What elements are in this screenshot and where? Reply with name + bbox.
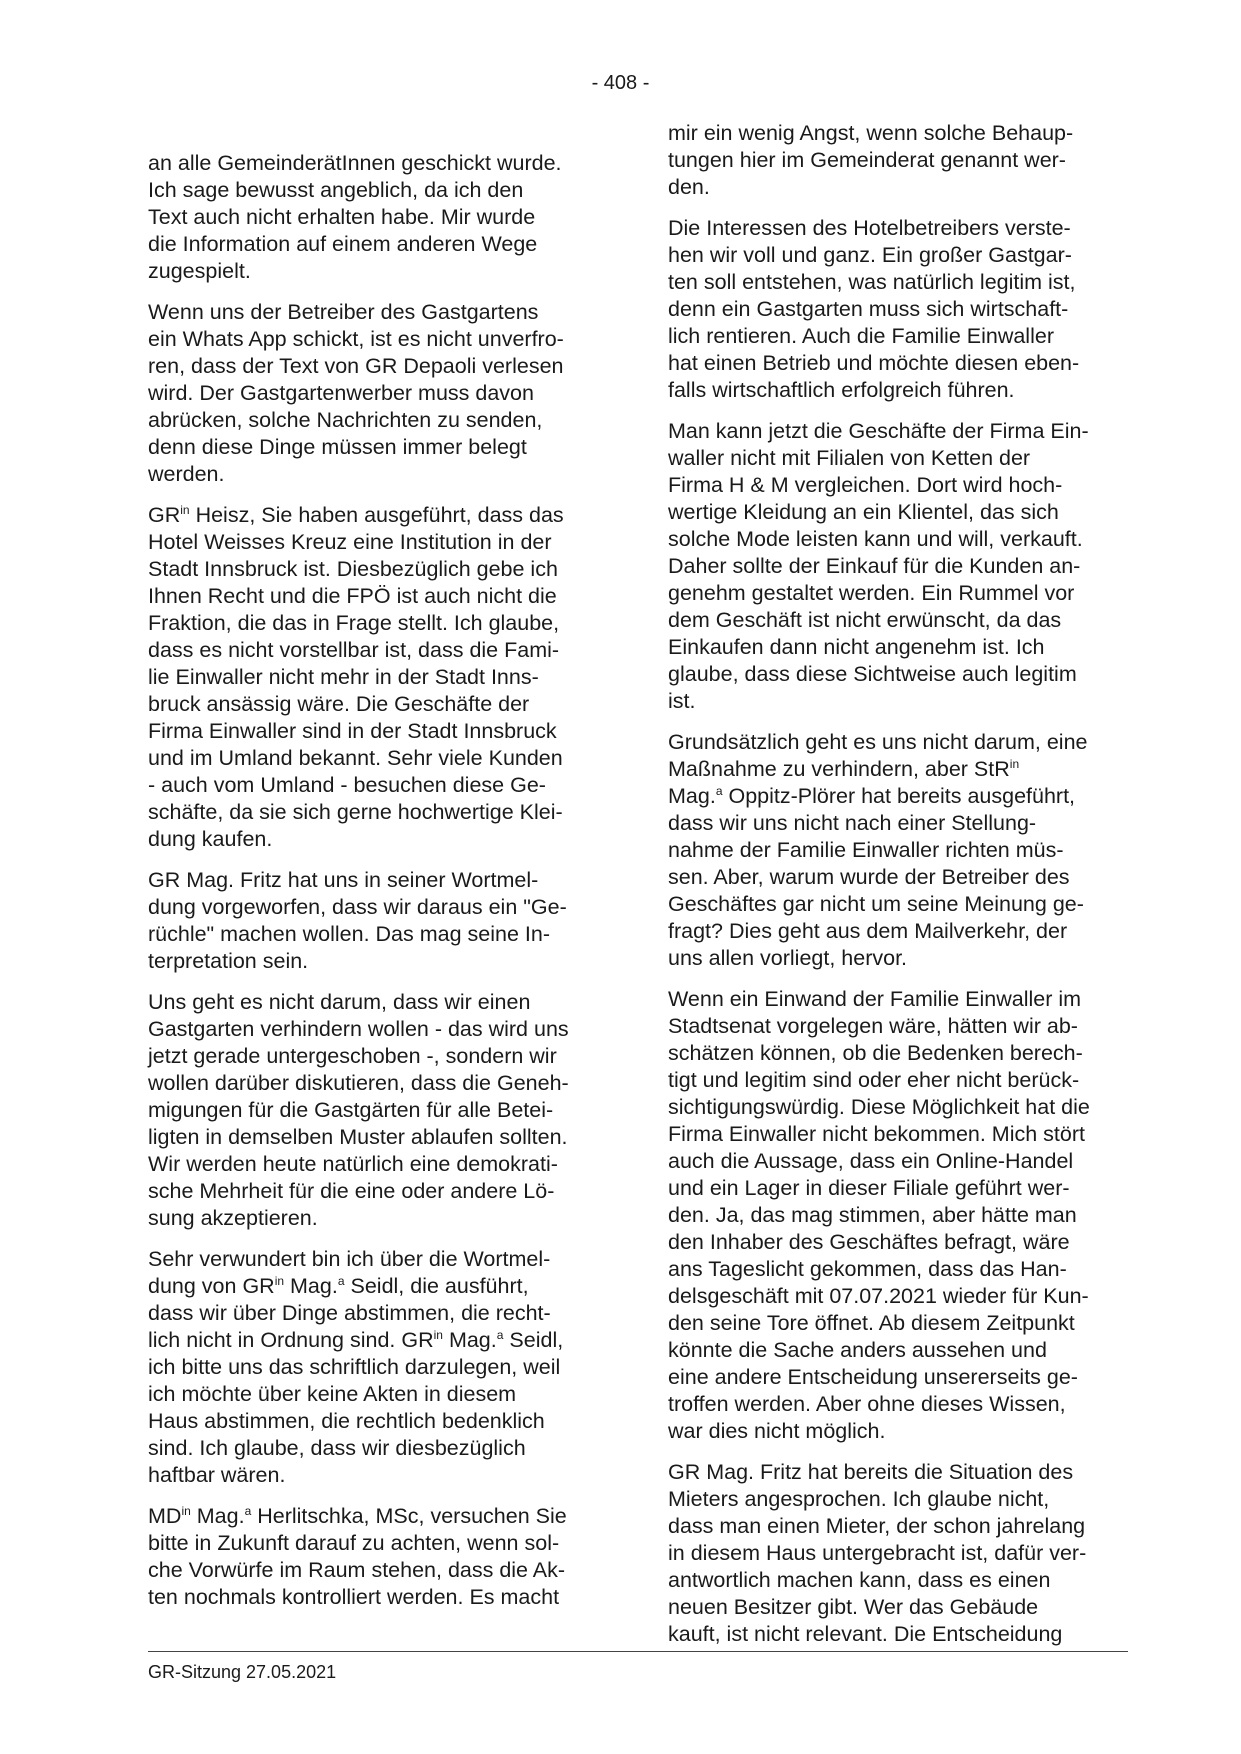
text-line: den. — [668, 175, 710, 199]
text-line: dass es nicht vorstellbar ist, dass die Fami- — [148, 638, 560, 662]
text-line: ren, dass der Text von GR Depaoli verlesen — [148, 354, 564, 378]
text-line: bruck ansässig wäre. Die Geschäfte der — [148, 692, 530, 716]
text-line: dass wir uns nicht nach einer Stellung- — [668, 811, 1037, 835]
left-column — [148, 150, 598, 1625]
text-line: ein Whats App schickt, ist es nicht unverfro- — [148, 327, 564, 351]
text-line: Stadt Innsbruck ist. Diesbezüglich gebe ich — [148, 557, 558, 581]
text-line: tigt und legitim sind oder eher nicht berück- — [668, 1068, 1080, 1092]
text-line: - auch vom Umland - besuchen diese Ge- — [148, 773, 546, 797]
text-line: $GR^{in}$ Heisz, Sie haben ausgeführt, dass das — [148, 502, 564, 527]
text-line: auch die Aussage, dass ein Online-Handel — [668, 1149, 1074, 1173]
text-line: dem Geschäft ist nicht erwünscht, da das — [668, 608, 1062, 632]
text-line: Grundsätzlich geht es uns nicht darum, eine — [668, 730, 1088, 754]
text-line: Man kann jetzt die Geschäfte der Firma Ein- — [668, 419, 1089, 443]
text-line: neuen Besitzer gibt. Wer das Gebäude — [668, 1595, 1039, 1619]
text-line: Maßnahme zu verhindern, aber StR$^{in}$ — [668, 756, 1020, 781]
text-line: Die Interessen des Hotelbetreibers verste- — [668, 216, 1071, 240]
text-line: war dies nicht möglich. — [668, 1419, 886, 1443]
text-line: GR Mag. Fritz hat uns in seiner Wortmel- — [148, 868, 539, 892]
text-line: Firma H & M vergleichen. Dort wird hoch- — [668, 473, 1063, 497]
text-line: hen wir voll und ganz. Ein großer Gastgar- — [668, 243, 1072, 267]
text-line: waller nicht mit Filialen von Ketten der — [668, 446, 1031, 470]
text-line: Wir werden heute natürlich eine demokrati- — [148, 1152, 558, 1176]
page-number: - 408 - — [591, 72, 650, 94]
text-line: wird. Der Gastgartenwerber muss davon — [148, 381, 534, 405]
text-line: abrücken, solche Nachrichten zu senden, — [148, 408, 543, 432]
paragraph — [668, 418, 1118, 715]
text-line: Gastgarten verhindern wollen - das wird uns — [148, 1017, 569, 1041]
text-line: mir ein wenig Angst, wenn solche Behaup- — [668, 121, 1074, 145]
text-line: ich möchte über keine Akten in diesem — [148, 1382, 517, 1406]
text-line: $MD^{in}$ Mag.$^a$ Herlitschka, MSc, versuchen Sie — [148, 1503, 567, 1528]
text-line: sind. Ich glaube, dass wir diesbezüglich — [148, 1436, 526, 1460]
text-line: falls wirtschaftlich erfolgreich führen. — [668, 378, 1015, 402]
paragraph — [668, 729, 1118, 972]
text-line: denn diese Dinge müssen immer belegt — [148, 435, 527, 459]
text-line: Uns geht es nicht darum, dass wir einen — [148, 990, 531, 1014]
text-line: den Inhaber des Geschäftes befragt, wäre — [668, 1230, 1070, 1254]
text-line: lie Einwaller nicht mehr in der Stadt Inns- — [148, 665, 539, 689]
paragraph — [668, 215, 1118, 404]
text-line: dung vorgeworfen, dass wir daraus ein "Ge- — [148, 895, 567, 919]
text-line: haftbar wären. — [148, 1463, 286, 1487]
text-line: ist. — [668, 689, 696, 713]
paragraph — [668, 1459, 1118, 1648]
text-line: Firma Einwaller nicht bekommen. Mich stört — [668, 1122, 1085, 1146]
text-line: sen. Aber, warum wurde der Betreiber des — [668, 865, 1070, 889]
text-line: in diesem Haus untergebracht ist, dafür ver- — [668, 1541, 1087, 1565]
text-line: dass man einen Mieter, der schon jahrelang — [668, 1514, 1086, 1538]
text-line: dung kaufen. — [148, 827, 273, 851]
paragraph — [668, 120, 1118, 201]
text-line: che Vorwürfe im Raum stehen, dass die Ak- — [148, 1558, 566, 1582]
text-line: und ein Lager in dieser Filiale geführt wer- — [668, 1176, 1070, 1200]
paragraph — [148, 150, 598, 285]
paragraph — [668, 986, 1118, 1445]
text-line: lich nicht in Ordnung sind. $GR^{in}$ Mag.$^a$ Seidl, — [148, 1327, 564, 1352]
paragraph — [148, 1503, 598, 1611]
right-column — [668, 120, 1118, 1662]
text-line: Wenn uns der Betreiber des Gastgartens — [148, 300, 539, 324]
text-line: Hotel Weisses Kreuz eine Institution in der — [148, 530, 552, 554]
text-line: ten nochmals kontrolliert werden. Es macht — [148, 1585, 560, 1609]
text-line: Wenn ein Einwand der Familie Einwaller im — [668, 987, 1082, 1011]
text-line: Haus abstimmen, die rechtlich bedenklich — [148, 1409, 545, 1433]
text-line: Geschäftes gar nicht um seine Meinung ge- — [668, 892, 1084, 916]
text-line: denn ein Gastgarten muss sich wirtschaft- — [668, 297, 1069, 321]
text-line: ligten in demselben Muster ablaufen sollten. — [148, 1125, 568, 1149]
text-line: rüchle" machen wollen. Das mag seine In- — [148, 922, 550, 946]
paragraph — [148, 989, 598, 1232]
text-line: könnte die Sache anders aussehen und — [668, 1338, 1047, 1362]
text-line: sichtigungswürdig. Diese Möglichkeit hat die — [668, 1095, 1090, 1119]
footer-text: GR-Sitzung 27.05.2021 — [148, 1662, 337, 1682]
text-line: dass wir über Dinge abstimmen, die recht- — [148, 1301, 551, 1325]
text-line: an alle GemeinderätInnen geschickt wurde. — [148, 151, 562, 175]
text-line: zugespielt. — [148, 259, 251, 283]
text-line: sche Mehrheit für die eine oder andere Lö- — [148, 1179, 555, 1203]
text-line: den. Ja, das mag stimmen, aber hätte man — [668, 1203, 1077, 1227]
text-line: sung akzeptieren. — [148, 1206, 318, 1230]
text-line: antwortlich machen kann, dass es einen — [668, 1568, 1051, 1592]
footer-rule — [148, 1651, 1128, 1652]
text-line: Einkaufen dann nicht angenehm ist. Ich — [668, 635, 1045, 659]
text-line: troffen werden. Aber ohne dieses Wissen, — [668, 1392, 1066, 1416]
text-line: Fraktion, die das in Frage stellt. Ich glaube, — [148, 611, 560, 635]
text-line: ans Tageslicht gekommen, dass das Han- — [668, 1257, 1067, 1281]
text-line: uns allen vorliegt, hervor. — [668, 946, 908, 970]
paragraph — [148, 867, 598, 975]
text-line: nahme der Familie Einwaller richten müs- — [668, 838, 1064, 862]
text-line: Ihnen Recht und die FPÖ ist auch nicht die — [148, 584, 557, 608]
text-line: schätzen können, ob die Bedenken berech- — [668, 1041, 1083, 1065]
text-line: Stadtsenat vorgelegen wäre, hätten wir ab- — [668, 1014, 1078, 1038]
text-line: ich bitte uns das schriftlich darzulegen, weil — [148, 1355, 561, 1379]
text-line: Firma Einwaller sind in der Stadt Innsbruck — [148, 719, 557, 743]
text-line: Daher sollte der Einkauf für die Kunden an- — [668, 554, 1081, 578]
text-line: jetzt gerade untergeschoben -, sondern wir — [148, 1044, 557, 1068]
text-line: Sehr verwundert bin ich über die Wortmel- — [148, 1247, 551, 1271]
text-line: werden. — [148, 462, 225, 486]
text-line: Mieters angesprochen. Ich glaube nicht, — [668, 1487, 1050, 1511]
text-line: terpretation sein. — [148, 949, 309, 973]
text-line: Mag.$^a$ Oppitz-Plörer hat bereits ausgeführt, — [668, 783, 1076, 808]
text-line: hat einen Betrieb und möchte diesen eben- — [668, 351, 1080, 375]
text-line: glaube, dass diese Sichtweise auch legitim — [668, 662, 1077, 686]
text-line: und im Umland bekannt. Sehr viele Kunden — [148, 746, 563, 770]
text-line: genehm gestaltet werden. Ein Rummel vor — [668, 581, 1075, 605]
text-line: dung von $GR^{in}$ Mag.$^a$ Seidl, die ausführt, — [148, 1273, 529, 1298]
text-line: delsgeschäft mit 07.07.2021 wieder für Kun- — [668, 1284, 1089, 1308]
paragraph — [148, 502, 598, 853]
text-line: Text auch nicht erhalten habe. Mir wurde — [148, 205, 536, 229]
text-line: Ich sage bewusst angeblich, da ich den — [148, 178, 524, 202]
paragraph — [148, 299, 598, 488]
text-line: bitte in Zukunft darauf zu achten, wenn sol- — [148, 1531, 560, 1555]
text-line: ten soll entstehen, was natürlich legitim ist, — [668, 270, 1076, 294]
text-line: lich rentieren. Auch die Familie Einwaller — [668, 324, 1054, 348]
text-line: tungen hier im Gemeinderat genannt wer- — [668, 148, 1066, 172]
text-line: eine andere Entscheidung unsererseits ge- — [668, 1365, 1078, 1389]
text-line: wertige Kleidung an ein Klientel, das sich — [668, 500, 1059, 524]
paragraph — [148, 1246, 598, 1489]
text-line: schäfte, da sie sich gerne hochwertige Klei- — [148, 800, 563, 824]
text-line: kauft, ist nicht relevant. Die Entscheidung — [668, 1622, 1063, 1646]
text-line: die Information auf einem anderen Wege — [148, 232, 538, 256]
text-line: fragt? Dies geht aus dem Mailverkehr, der — [668, 919, 1068, 943]
text-line: den seine Tore öffnet. Ab diesem Zeitpunkt — [668, 1311, 1075, 1335]
text-line: migungen für die Gastgärten für alle Betei- — [148, 1098, 554, 1122]
text-line: GR Mag. Fritz hat bereits die Situation des — [668, 1460, 1074, 1484]
text-line: wollen darüber diskutieren, dass die Geneh- — [148, 1071, 569, 1095]
text-line: solche Mode leisten kann und will, verkauft. — [668, 527, 1083, 551]
